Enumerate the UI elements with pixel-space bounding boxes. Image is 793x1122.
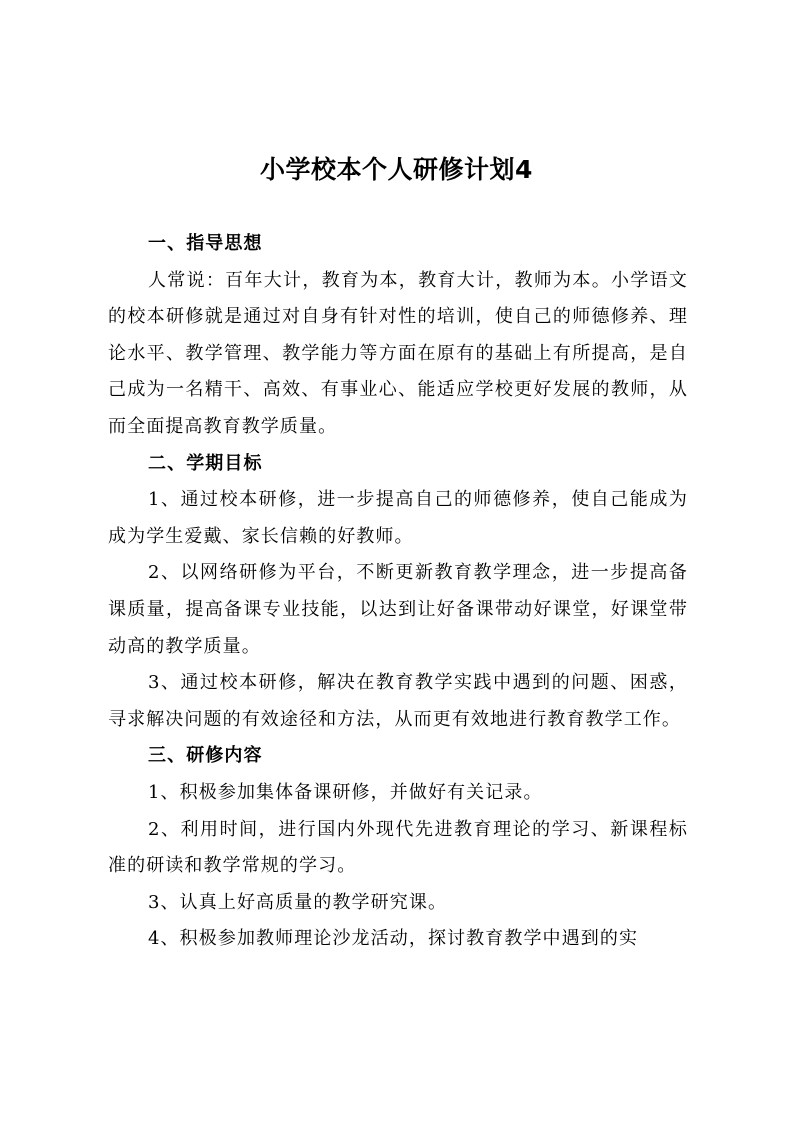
document-body: [108, 226, 688, 958]
paragraph: 3、通过校本研修，解决在教育教学实践中遇到的问题、困惑，寻求解决问题的有效途径和方法，从而更有效地进行教育教学工作。: [108, 672, 688, 730]
paragraph: 4、积极参加教师理论沙龙活动，探讨教育教学中遇到的实: [148, 928, 639, 950]
paragraph: 3、认真上好高质量的教学研究课。: [148, 891, 448, 913]
section-heading-semester-goals: 二、学期目标: [148, 452, 263, 474]
paragraph: 人常说：百年大计，教育为本，教育大计，教师为本。小学语文的校本研修就是通过对自身有针对性的培训，使自己的师德修养、理论水平、教学管理、教学能力等方面在原有的基础上有所提高，是自己成为一名精干、高效、有事业心、能适应学校更好发展的教师，从而全面提高教育教学质量。: [108, 269, 688, 437]
section-heading-study-content: 三、研修内容: [148, 745, 263, 767]
paragraph: 1、积极参加集体备课研修，并做好有关记录。: [148, 781, 543, 803]
paragraph: 2、以网络研修为平台，不断更新教育教学理念，进一步提高备课质量，提高备课专业技能，以达到让好备课带动好课堂，好课堂带动高的教学质量。: [108, 562, 688, 657]
paragraph: 1、通过校本研修，进一步提高自己的师德修养，使自己能成为成为学生爱戴、家长信赖的好教师。: [108, 489, 688, 547]
section-heading-guiding-ideology: 一、指导思想: [148, 233, 263, 254]
paragraph: 2、利用时间，进行国内外现代先进教育理论的学习、新课程标准的研读和教学常规的学习。: [108, 818, 688, 877]
document-title: 小学校本个人研修计划4: [260, 155, 533, 184]
